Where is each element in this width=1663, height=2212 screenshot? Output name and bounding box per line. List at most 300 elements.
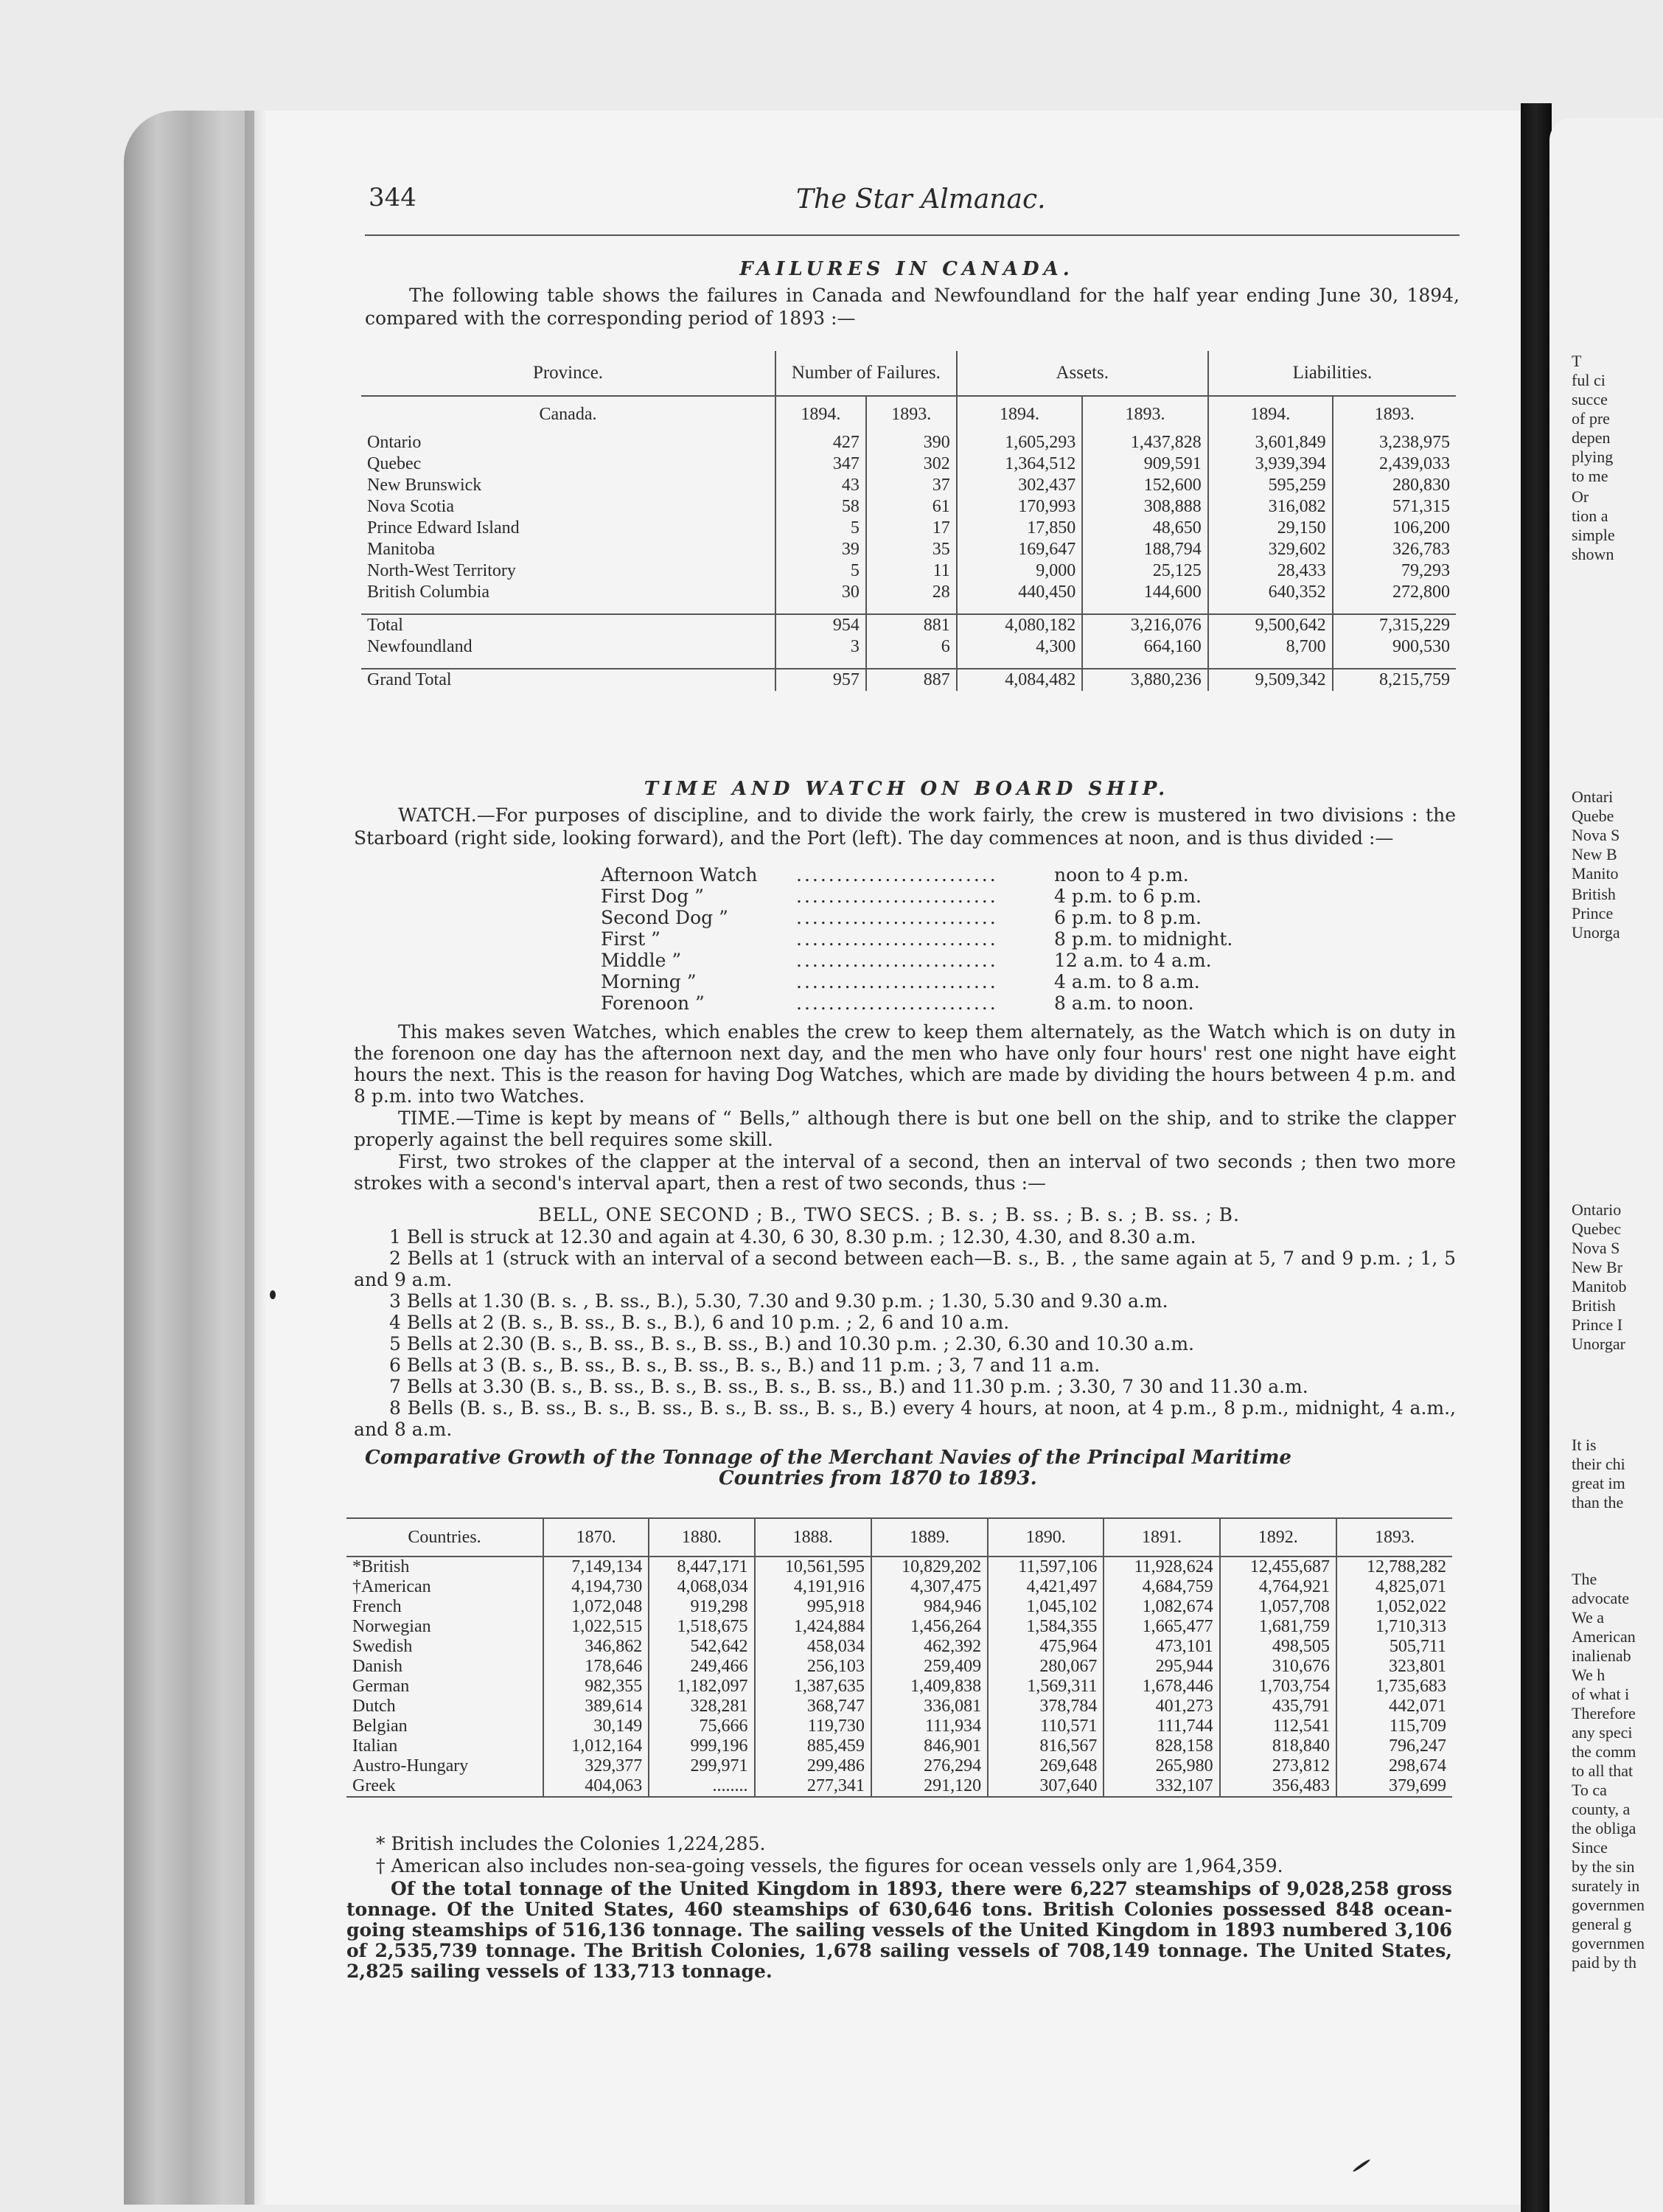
country-name: Italian [352,1736,398,1756]
failures-row [361,560,1456,582]
tonnage-value: 346,862 [543,1637,649,1657]
tonnage-value: 4,194,730 [543,1577,649,1597]
watch-name: First Dog ” [601,886,704,907]
failures-cell-n94: 957 [775,669,866,691]
province-name: Quebec [367,454,422,473]
spine-shadow [245,111,267,2205]
failures-cell-l93: 280,830 [1333,475,1456,496]
failures-cell-l94: 29,150 [1208,518,1333,539]
right-page-line: Prince I [1572,1315,1623,1334]
tonnage-row [346,1697,1452,1717]
failures-cell-n94: 5 [775,560,866,582]
right-page-line: It is [1572,1436,1597,1454]
tonnage-value: 4,764,921 [1220,1577,1336,1597]
failures-cell-n94: 954 [775,614,866,636]
failures-cell-n93: 302 [866,453,957,475]
country-name: †American [352,1577,431,1596]
tonnage-row [346,1617,1452,1637]
tonnage-value: 378,784 [988,1697,1104,1717]
right-page-line: great im [1572,1474,1625,1492]
failures-cell-a94: 1,364,512 [957,453,1083,475]
failures-cell-n94: 58 [775,496,866,518]
right-page-line: tion a [1572,507,1608,525]
province-name: Grand Total [361,669,775,691]
province-name: British Columbia [367,582,490,602]
failures-cell-a94: 440,450 [957,582,1083,603]
year-header: 1889. [871,1518,988,1557]
failures-cell-n93: 390 [866,432,957,453]
right-page-line: by the sin [1572,1857,1635,1876]
tonnage-table [346,1517,1452,1798]
header-rule [365,234,1460,236]
tonnage-row [346,1577,1452,1597]
bell-legend: BELL, ONE SECOND ; B., TWO SECS. ; B. s. ; B. ss. ; B. s. ; B. ss. ; B. [538,1204,1240,1225]
tonnage-value: 256,103 [755,1657,871,1677]
year-header: 1891. [1104,1518,1219,1557]
tonnage-value: 280,067 [988,1657,1104,1677]
right-page-line: inalienab [1572,1646,1631,1665]
year-1893: 1893. [1333,396,1456,432]
right-page-line: surately in [1572,1877,1640,1895]
watch-name: Afternoon Watch [601,864,758,886]
tonnage-value: 273,812 [1220,1756,1336,1776]
year-header: 1893. [1336,1518,1452,1557]
right-page-line: of pre [1572,409,1610,428]
tonnage-row [346,1557,1452,1577]
right-page-line: of what i [1572,1685,1630,1703]
tonnage-summary: Of the total tonnage of the United Kingdom in 1893, there were 6,227 steamships of 9,028,258 gross tonnage. Of the United States, 460 steamships of 630,646 tons. British Colonies possessed 848 ocean-going steamships of 516,136 tonnage. The sailing vessels of the United Kingdom in 1893 numbered 3,106 of 2,535,739 tonnage. The British Colonies, 1,678 sailing vessels of 708,149 tonnage. The United States, 2,825 sailing vessels of 133,713 tonnage. [346,1878,1452,1982]
failures-row [361,614,1456,636]
failures-row [361,496,1456,518]
running-title: The Star Almanac. [796,184,1046,215]
tonnage-value: 276,294 [871,1756,988,1776]
tonnage-row [346,1597,1452,1617]
province-name: Prince Edward Island [367,518,520,538]
watch-name: Second Dog ” [601,907,728,928]
liabilities-header: Liabilities. [1208,351,1456,396]
canada-subheader: Canada. [361,396,775,432]
tonnage-value: 1,022,515 [543,1617,649,1637]
tonnage-value: 328,281 [649,1697,754,1717]
failures-cell-l93: 2,439,033 [1333,453,1456,475]
tonnage-title-line1: Comparative Growth of the Tonnage of the Merchant Navies of the Principal Maritime [365,1447,1291,1469]
tonnage-value: 11,928,624 [1104,1557,1219,1577]
tonnage-value: 379,699 [1336,1776,1452,1797]
tonnage-value: 336,081 [871,1697,988,1717]
dot-leader: ......................... [796,907,998,928]
tonnage-value: 1,012,164 [543,1736,649,1756]
tonnage-value: 356,483 [1220,1776,1336,1797]
failures-row [361,475,1456,496]
failures-cell-a93: 188,794 [1082,539,1208,560]
failures-row [361,432,1456,453]
tonnage-value: 298,674 [1336,1756,1452,1776]
right-page-line: The [1572,1570,1597,1588]
tonnage-value: 259,409 [871,1657,988,1677]
failures-cell-n93: 11 [866,560,957,582]
province-name: North-West Territory [367,561,516,580]
failures-cell-n93: 881 [866,614,957,636]
tonnage-value: 984,946 [871,1597,988,1617]
tonnage-row [346,1637,1452,1657]
year-header: 1890. [988,1518,1104,1557]
failures-cell-a93: 909,591 [1082,453,1208,475]
failures-cell-a93: 664,160 [1082,636,1208,658]
tonnage-value: 828,158 [1104,1736,1219,1756]
failures-cell-a94: 169,647 [957,539,1083,560]
year-1894: 1894. [957,396,1083,432]
right-page-line: paid by th [1572,1953,1636,1972]
failures-cell-l93: 8,215,759 [1333,669,1456,691]
watch-name: Morning ” [601,971,697,992]
tonnage-value: 846,901 [871,1736,988,1756]
failures-cell-a93: 144,600 [1082,582,1208,603]
watch-explanation: This makes seven Watches, which enables the crew to keep them alternately, as the Watch which is on duty in the forenoon one day has the afternoon next day, and the men who have only four hours' rest one night have eight hours the next. This is the reason for having Dog Watches, which are made by dividing the hours between 4 p.m. and 8 p.m. into two Watches. [354,1021,1456,1107]
failures-cell-a93: 48,650 [1082,518,1208,539]
right-page-line: Nova S [1572,1239,1620,1257]
tonnage-value: 919,298 [649,1597,754,1617]
watch-time: 8 p.m. to midnight. [1054,928,1233,950]
tonnage-value: 307,640 [988,1776,1104,1797]
watch-time: 8 a.m. to noon. [1054,992,1194,1014]
tonnage-value: 277,341 [755,1776,871,1797]
dot-leader: ......................... [796,886,998,907]
tonnage-value: 1,387,635 [755,1677,871,1697]
failures-cell-a94: 9,000 [957,560,1083,582]
failures-cell-a94: 17,850 [957,518,1083,539]
failures-cell-n93: 6 [866,636,957,658]
watch-title: TIME AND WATCH ON BOARD SHIP. [644,778,1170,800]
right-page-line: governmen [1572,1934,1645,1952]
right-page-line: British [1572,885,1616,903]
failures-cell-a94: 302,437 [957,475,1083,496]
country-name: Greek [346,1776,543,1797]
right-page-line: Manito [1572,864,1619,883]
failures-cell-a94: 170,993 [957,496,1083,518]
tonnage-value: 999,196 [649,1736,754,1756]
tonnage-value: 310,676 [1220,1657,1336,1677]
failures-cell-l94: 9,500,642 [1208,614,1333,636]
right-page-line: New B [1572,845,1617,863]
tonnage-value: 111,934 [871,1717,988,1736]
tonnage-value: 1,182,097 [649,1677,754,1697]
ink-speck [270,1290,276,1299]
failures-cell-a93: 3,216,076 [1082,614,1208,636]
tonnage-value: 7,149,134 [543,1557,649,1577]
tonnage-row [346,1736,1452,1756]
failures-cell-l94: 640,352 [1208,582,1333,603]
tonnage-value: ........ [649,1776,754,1797]
country-name: Norwegian [352,1617,431,1636]
tonnage-value: 389,614 [543,1697,649,1717]
tonnage-value: 4,307,475 [871,1577,988,1597]
tonnage-value: 1,569,311 [988,1677,1104,1697]
tonnage-title-line2: Countries from 1870 to 1893. [719,1467,1037,1489]
right-page-line: British [1572,1296,1616,1315]
tonnage-value: 816,567 [988,1736,1104,1756]
failures-cell-a94: 4,084,482 [957,669,1083,691]
book-gutter [1521,103,1552,2212]
tonnage-value: 1,045,102 [988,1597,1104,1617]
failures-cell-l93: 79,293 [1333,560,1456,582]
province-name: Newfoundland [367,637,473,656]
tonnage-value: 995,918 [755,1597,871,1617]
right-page-line: county, a [1572,1800,1631,1818]
tonnage-value: 1,710,313 [1336,1617,1452,1637]
failures-cell-a93: 152,600 [1082,475,1208,496]
year-header: 1870. [543,1518,649,1557]
tonnage-value: 885,459 [755,1736,871,1756]
right-page-line: to all that [1572,1761,1634,1780]
tonnage-value: 1,703,754 [1220,1677,1336,1697]
right-page-line: depen [1572,428,1611,447]
number-header: Number of Failures. [775,351,957,396]
year-header: 1892. [1220,1518,1336,1557]
right-page-line: plying [1572,448,1614,466]
year-1894: 1894. [1208,396,1333,432]
assets-header: Assets. [957,351,1208,396]
tonnage-value: 442,071 [1336,1697,1452,1717]
tonnage-value: 4,191,916 [755,1577,871,1597]
failures-row [361,669,1456,691]
watch-time: 12 a.m. to 4 a.m. [1054,950,1212,971]
tonnage-value: 265,980 [1104,1756,1219,1776]
right-page-line: Manitob [1572,1277,1627,1295]
failures-cell-n94: 427 [775,432,866,453]
right-page-line: ful ci [1572,371,1606,389]
tonnage-value: 1,082,674 [1104,1597,1219,1617]
failures-row [361,518,1456,539]
failures-cell-n94: 43 [775,475,866,496]
tonnage-value: 1,057,708 [1220,1597,1336,1617]
tonnage-value: 796,247 [1336,1736,1452,1756]
tonnage-value: 458,034 [755,1637,871,1657]
right-page-line: general g [1572,1915,1632,1933]
right-page-line: Prince [1572,904,1614,922]
country-name: Austro-Hungary [352,1756,469,1775]
right-page-line: Ontario [1572,1200,1622,1219]
failures-cell-n94: 5 [775,518,866,539]
right-page-line: New Br [1572,1258,1623,1276]
tonnage-value: 110,571 [988,1717,1104,1736]
failures-cell-l93: 3,238,975 [1333,432,1456,453]
right-page-line: To ca [1572,1781,1607,1799]
tonnage-value: 505,711 [1336,1637,1452,1657]
failures-cell-a93: 25,125 [1082,560,1208,582]
right-page-line: T [1572,352,1582,370]
tonnage-row [346,1717,1452,1736]
tonnage-value: 473,101 [1104,1637,1219,1657]
footnote-british: * British includes the Colonies 1,224,285. [376,1833,766,1854]
tonnage-value: 462,392 [871,1637,988,1657]
failures-cell-n93: 35 [866,539,957,560]
table-spacer [361,658,1456,669]
failures-cell-l94: 3,601,849 [1208,432,1333,453]
tonnage-value: 1,735,683 [1336,1677,1452,1697]
tonnage-value: 404,063 [543,1776,649,1797]
failures-row [361,582,1456,603]
tonnage-value: 1,052,022 [1336,1597,1452,1617]
tonnage-value: 75,666 [649,1717,754,1736]
tonnage-value: 291,120 [871,1776,988,1797]
dot-leader: ......................... [796,992,998,1014]
province-name: Ontario [367,433,422,452]
right-page-line: Ontari [1572,787,1614,806]
tonnage-value: 30,149 [543,1717,649,1736]
failures-cell-l93: 900,530 [1333,636,1456,658]
right-page-line: simple [1572,526,1615,544]
tonnage-value: 332,107 [1104,1776,1219,1797]
failures-cell-n93: 28 [866,582,957,603]
country-name: Belgian [352,1717,408,1736]
tonnage-value: 1,424,884 [755,1617,871,1637]
tonnage-value: 10,829,202 [871,1557,988,1577]
failures-cell-l94: 3,939,394 [1208,453,1333,475]
province-name: Total [361,614,775,636]
watch-name: Forenoon ” [601,992,705,1014]
right-page-line: to me [1572,467,1608,485]
tonnage-value: 1,518,675 [649,1617,754,1637]
page-number: 344 [369,183,416,212]
failures-cell-n93: 61 [866,496,957,518]
right-page-line: Quebe [1572,807,1614,825]
failures-cell-l94: 28,433 [1208,560,1333,582]
failures-title: FAILURES IN CANADA. [739,258,1074,280]
country-name: *British [352,1557,410,1576]
failures-cell-l94: 316,082 [1208,496,1333,518]
failures-cell-l94: 9,509,342 [1208,669,1333,691]
strokes-paragraph: First, two strokes of the clapper at the interval of a second, then an interval of two seconds ; then two more strokes with a second's interval apart, then a rest of two seconds, thus :— [354,1151,1456,1194]
tonnage-row [346,1657,1452,1677]
footnote-american: † American also includes non-sea-going vessels, the figures for ocean vessels only are 1,964,359. [376,1855,1283,1877]
failures-cell-l93: 272,800 [1333,582,1456,603]
tonnage-value: 818,840 [1220,1736,1336,1756]
country-name: Danish [352,1657,402,1676]
tonnage-value: 4,825,071 [1336,1577,1452,1597]
dot-leader: ......................... [796,950,998,971]
right-page-line: governmen [1572,1896,1645,1914]
bell-rule: 4 Bells at 2 (B. s., B. ss., B. s., B.), 6 and 10 p.m. ; 2, 6 and 10 a.m. [389,1312,1010,1333]
right-page-line: shown [1572,545,1614,563]
watch-time: 4 p.m. to 6 p.m. [1054,886,1202,907]
bell-rule: 7 Bells at 3.30 (B. s., B. ss., B. s., B. ss., B. s., B. ss., B.) and 11.30 p.m. ; 3.30, 7 30 and 11.30 a.m. [389,1376,1308,1397]
failures-cell-a93: 3,880,236 [1082,669,1208,691]
right-page-line: advocate [1572,1589,1630,1607]
right-page-line: their chi [1572,1455,1625,1473]
failures-cell-l94: 8,700 [1208,636,1333,658]
tonnage-value: 435,791 [1220,1697,1336,1717]
failures-intro: The following table shows the failures in Canada and Newfoundland for the half year ending June 30, 1894, compared with the corresponding period of 1893 :— [365,285,1460,329]
tonnage-value: 299,971 [649,1756,754,1776]
tonnage-value: 4,421,497 [988,1577,1104,1597]
failures-cell-a94: 1,605,293 [957,432,1083,453]
right-page-line: We a [1572,1608,1605,1627]
right-page-fragment [1549,118,1663,2212]
failures-cell-a93: 1,437,828 [1082,432,1208,453]
countries-header: Countries. [346,1518,543,1557]
failures-table [361,351,1456,691]
country-name: Swedish [352,1637,413,1656]
failures-cell-n94: 3 [775,636,866,658]
tonnage-value: 8,447,171 [649,1557,754,1577]
failures-cell-a94: 4,080,182 [957,614,1083,636]
tonnage-value: 498,505 [1220,1637,1336,1657]
failures-cell-n94: 347 [775,453,866,475]
tonnage-value: 982,355 [543,1677,649,1697]
failures-cell-n93: 887 [866,669,957,691]
right-page-line: Therefore [1572,1704,1636,1722]
failures-cell-n94: 39 [775,539,866,560]
failures-cell-l93: 7,315,229 [1333,614,1456,636]
country-name: French [352,1597,402,1616]
failures-cell-n93: 17 [866,518,957,539]
bell-rule: 3 Bells at 1.30 (B. s. , B. ss., B.), 5.30, 7.30 and 9.30 p.m. ; 1.30, 5.30 and 9.30 a.m. [389,1290,1168,1312]
tonnage-value: 475,964 [988,1637,1104,1657]
tonnage-value: 111,744 [1104,1717,1219,1736]
failures-cell-l94: 595,259 [1208,475,1333,496]
tonnage-value: 1,678,446 [1104,1677,1219,1697]
province-name: New Brunswick [367,476,482,495]
right-page-line: than the [1572,1493,1624,1512]
failures-cell-l93: 571,315 [1333,496,1456,518]
year-header: 1888. [755,1518,871,1557]
bell-rule: 6 Bells at 3 (B. s., B. ss., B. s., B. ss., B. s., B.) and 11 p.m. ; 3, 7 and 11 a.m. [389,1354,1101,1376]
right-page-line: American [1572,1627,1636,1646]
failures-row [361,636,1456,658]
failures-cell-a94: 4,300 [957,636,1083,658]
right-page-line: Since [1572,1838,1608,1857]
right-page-line: We h [1572,1666,1606,1684]
dot-leader: ......................... [796,864,998,886]
tonnage-value: 119,730 [755,1717,871,1736]
failures-cell-l93: 326,783 [1333,539,1456,560]
tonnage-value: 4,068,034 [649,1577,754,1597]
right-page-line: Unorga [1572,923,1620,942]
tonnage-value: 10,561,595 [755,1557,871,1577]
year-header: 1880. [649,1518,754,1557]
bell-rule: 8 Bells (B. s., B. ss., B. s., B. ss., B. s., B. ss., B. s., B.) every 4 hours, at noon, at 4 p.m., 8 p.m., midnight, 4 a.m., and 8 a.m. [354,1397,1456,1440]
province-name: Manitoba [367,540,435,559]
tonnage-value: 401,273 [1104,1697,1219,1717]
tonnage-value: 542,642 [649,1637,754,1657]
bell-rule: 1 Bell is struck at 12.30 and again at 4.30, 6 30, 8.30 p.m. ; 12.30, 4.30, and 8.30 a.m. [389,1226,1196,1248]
tonnage-value: 115,709 [1336,1717,1452,1736]
book-spine [124,111,257,2205]
watch-name: Middle ” [601,950,682,971]
tonnage-value: 249,466 [649,1657,754,1677]
year-1893: 1893. [866,396,957,432]
right-page-line: any speci [1572,1723,1633,1742]
watch-name: First ” [601,928,660,950]
tonnage-value: 1,072,048 [543,1597,649,1617]
failures-cell-l94: 329,602 [1208,539,1333,560]
tonnage-value: 1,681,759 [1220,1617,1336,1637]
tonnage-value: 12,788,282 [1336,1557,1452,1577]
failures-cell-l93: 106,200 [1333,518,1456,539]
right-page-line: the obliga [1572,1819,1636,1837]
tonnage-value: 11,597,106 [988,1557,1104,1577]
failures-cell-n93: 37 [866,475,957,496]
tonnage-value: 299,486 [755,1756,871,1776]
bell-rule: 5 Bells at 2.30 (B. s., B. ss., B. s., B. ss., B.) and 10.30 p.m. ; 2.30, 6.30 and 10.30 a.m. [389,1333,1195,1354]
watch-intro: WATCH.—For purposes of discipline, and to divide the work fairly, the crew is mustered in two divisions : the Starboard (right side, looking forward), and the Port (left). The day commences at noon, and is thus divided :— [354,804,1456,849]
tonnage-value: 323,801 [1336,1657,1452,1677]
right-page-line: the comm [1572,1742,1636,1761]
year-1894: 1894. [775,396,866,432]
table-spacer [361,603,1456,614]
tonnage-value: 329,377 [543,1756,649,1776]
tonnage-value: 1,409,838 [871,1677,988,1697]
